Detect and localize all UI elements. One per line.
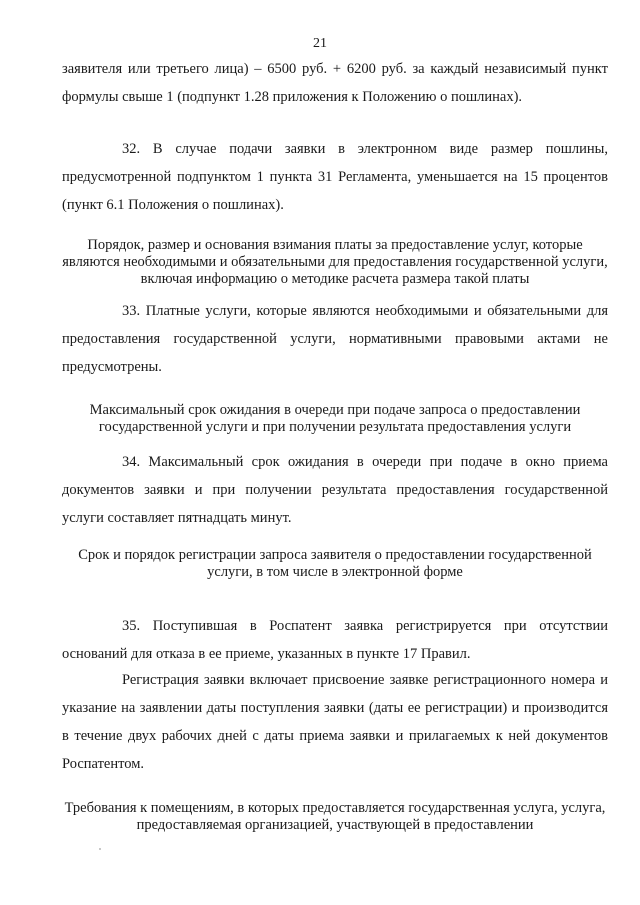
heading-premises: Требования к помещениям, в которых предоставляется государственная услуга, услуга, предоставляемая организацией, участвующей в предоставлении bbox=[64, 800, 606, 833]
paragraph-32-block bbox=[62, 135, 608, 219]
heading-premises-block bbox=[62, 800, 608, 834]
scan-speck bbox=[99, 848, 101, 850]
paragraph-33-block bbox=[62, 297, 608, 381]
paragraph-33: 33. Платные услуги, которые являются необходимыми и обязательными для предоставления государственной услуги, нормативными правовыми актами не предусмотрены. bbox=[62, 303, 608, 375]
page-number: 21 bbox=[313, 36, 327, 51]
paragraph-fee-continuation: заявителя или третьего лица) – 6500 руб. + 6200 руб. за каждый независимый пункт формулы свыше 1 (подпункт 1.28 приложения к Положению о пошлинах). bbox=[62, 61, 608, 105]
heading-registration: Срок и порядок регистрации запроса заявителя о предоставлении государственной услуги, в том числе в электронной форме bbox=[78, 547, 592, 580]
paragraph-34: 34. Максимальный срок ожидания в очереди при подаче в окно приема документов заявки и при получении результата предоставления государственной услуги составляет пятнадцать минут. bbox=[62, 454, 608, 526]
heading-fee-procedure-block bbox=[62, 237, 608, 288]
paragraph-35-registration: Регистрация заявки включает присвоение заявке регистрационного номера и указание на заявлении даты поступления заявки (даты ее регистрации) и производится в течение двух рабочих дней с даты приема заявки и прилагаемых к ней документов Роспатентом. bbox=[62, 672, 608, 772]
paragraph-35-block bbox=[62, 612, 608, 668]
paragraph-32: 32. В случае подачи заявки в электронном виде размер пошлины, предусмотренной подпунктом 1 пункта 31 Регламента, уменьшается на 15 процентов (пункт 6.1 Положения о пошлинах). bbox=[62, 141, 608, 213]
paragraph-35: 35. Поступившая в Роспатент заявка регистрируется при отсутствии оснований для отказа в ее приеме, указанных в пункте 17 Правил. bbox=[62, 618, 608, 662]
paragraph-35-registration-block bbox=[62, 666, 608, 778]
heading-max-wait-block bbox=[62, 402, 608, 436]
heading-registration-block bbox=[62, 547, 608, 581]
paragraph-34-block bbox=[62, 448, 608, 532]
heading-fee-procedure: Порядок, размер и основания взимания платы за предоставление услуг, которые являются необходимыми и обязательными для предоставления государственной услуги, включая информацию о методике расчета размера такой платы bbox=[62, 237, 608, 287]
paragraph-fee-continuation-block bbox=[62, 55, 608, 111]
heading-max-wait: Максимальный срок ожидания в очереди при подаче запроса о предоставлении государственной услуги и при получении результата предоставления услуги bbox=[89, 402, 581, 435]
